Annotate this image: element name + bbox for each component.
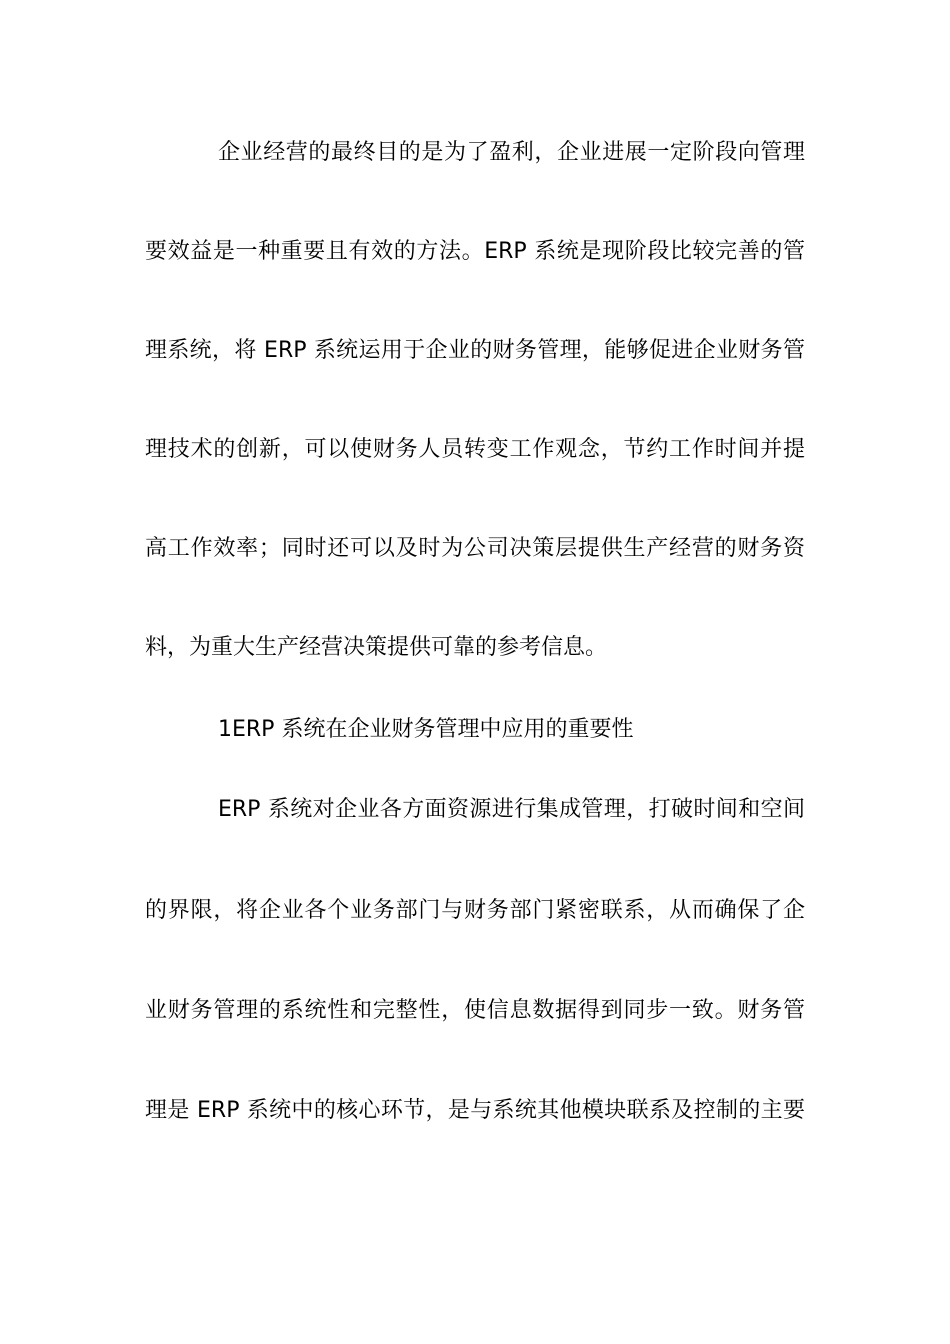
paragraph-1-line-5: 高工作效率；同时还可以及时为公司决策层提供生产经营的财务资 [145,536,805,561]
paragraph-2-line-1: ERP 系统对企业各方面资源进行集成管理，打破时间和空间 [218,797,805,822]
paragraph-2-line-3: 业财务管理的系统性和完整性，使信息数据得到同步一致。财务管 [145,998,805,1023]
paragraph-1-line-6: 料，为重大生产经营决策提供可靠的参考信息。 [145,635,608,660]
paragraph-2-line-2: 的界限，将企业各个业务部门与财务部门紧密联系，从而确保了企 [145,898,805,923]
paragraph-1-line-2: 要效益是一种重要且有效的方法。ERP 系统是现阶段比较完善的管 [145,239,805,264]
paragraph-1-line-1: 企业经营的最终目的是为了盈利，企业进展一定阶段向管理 [218,140,805,165]
paragraph-1-line-4: 理技术的创新，可以使财务人员转变工作观念，节约工作时间并提 [145,437,805,462]
section-heading: 1ERP 系统在企业财务管理中应用的重要性 [218,717,634,742]
paragraph-1-line-3: 理系统，将 ERP 系统运用于企业的财务管理，能够促进企业财务管 [145,338,805,363]
paragraph-2-line-4: 理是 ERP 系统中的核心环节，是与系统其他模块联系及控制的主要 [145,1098,805,1123]
